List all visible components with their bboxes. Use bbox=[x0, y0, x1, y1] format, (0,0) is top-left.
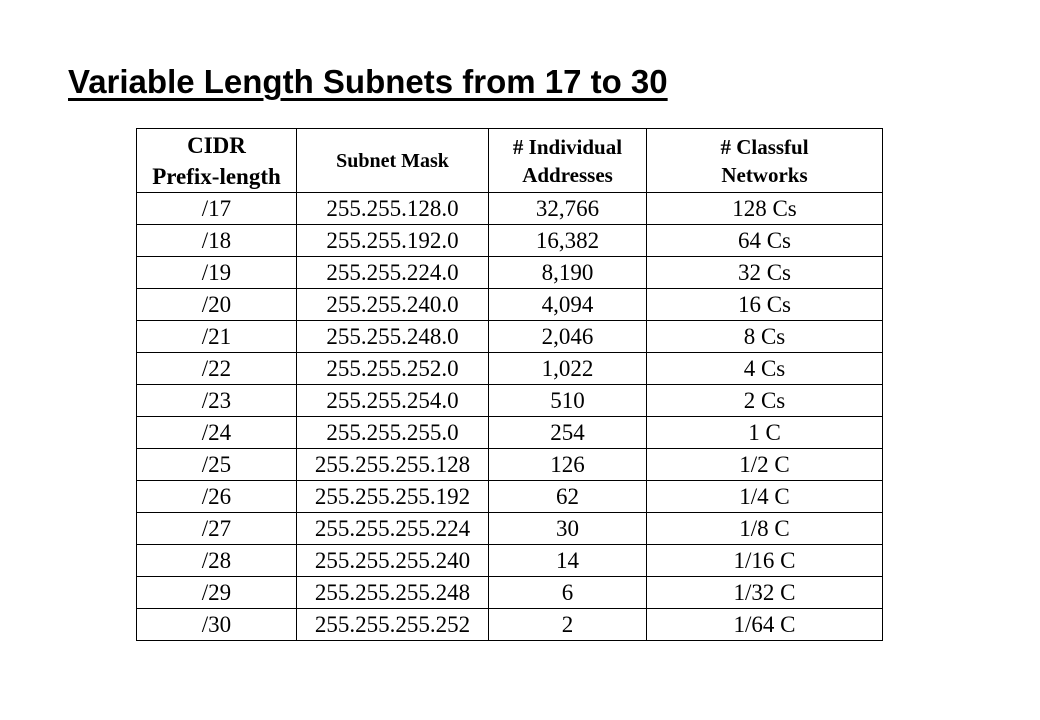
header-classful-networks bbox=[647, 129, 883, 193]
header-text-line: Addresses bbox=[522, 162, 613, 187]
individual-addresses-cell: 8,190 bbox=[489, 257, 647, 289]
individual-addresses-cell: 32,766 bbox=[489, 193, 647, 225]
table-row bbox=[137, 257, 883, 289]
individual-addresses-cell: 6 bbox=[489, 577, 647, 609]
header-text-line: Networks bbox=[721, 162, 808, 187]
classful-networks-cell: 1 C bbox=[647, 417, 883, 449]
individual-addresses-cell: 62 bbox=[489, 481, 647, 513]
cidr-prefix-cell: /25 bbox=[137, 449, 297, 481]
cidr-prefix-cell: /22 bbox=[137, 353, 297, 385]
subnet-mask-cell: 255.255.255.192 bbox=[297, 481, 489, 513]
subnet-mask-cell: 255.255.128.0 bbox=[297, 193, 489, 225]
table-row bbox=[137, 193, 883, 225]
cidr-prefix-cell: /18 bbox=[137, 225, 297, 257]
individual-addresses-cell: 510 bbox=[489, 385, 647, 417]
cidr-prefix-cell: /26 bbox=[137, 481, 297, 513]
table-row bbox=[137, 545, 883, 577]
classful-networks-cell: 4 Cs bbox=[647, 353, 883, 385]
classful-networks-cell: 1/2 C bbox=[647, 449, 883, 481]
individual-addresses-cell: 1,022 bbox=[489, 353, 647, 385]
header-text-line: CIDR bbox=[187, 132, 246, 158]
classful-networks-cell: 16 Cs bbox=[647, 289, 883, 321]
subnet-mask-cell: 255.255.255.240 bbox=[297, 545, 489, 577]
cidr-prefix-cell: /23 bbox=[137, 385, 297, 417]
table-row bbox=[137, 577, 883, 609]
individual-addresses-cell: 2 bbox=[489, 609, 647, 641]
cidr-prefix-cell: /29 bbox=[137, 577, 297, 609]
cidr-prefix-cell: /27 bbox=[137, 513, 297, 545]
individual-addresses-cell: 2,046 bbox=[489, 321, 647, 353]
table-body bbox=[137, 193, 883, 641]
cidr-prefix-cell: /19 bbox=[137, 257, 297, 289]
classful-networks-cell: 1/32 C bbox=[647, 577, 883, 609]
classful-networks-cell: 1/64 C bbox=[647, 609, 883, 641]
table-row bbox=[137, 289, 883, 321]
individual-addresses-cell: 14 bbox=[489, 545, 647, 577]
table-row bbox=[137, 417, 883, 449]
subnet-mask-cell: 255.255.240.0 bbox=[297, 289, 489, 321]
subnet-mask-cell: 255.255.248.0 bbox=[297, 321, 489, 353]
cidr-prefix-cell: /17 bbox=[137, 193, 297, 225]
classful-networks-cell: 1/8 C bbox=[647, 513, 883, 545]
subnet-mask-cell: 255.255.255.0 bbox=[297, 417, 489, 449]
cidr-prefix-cell: /28 bbox=[137, 545, 297, 577]
subnet-mask-cell: 255.255.192.0 bbox=[297, 225, 489, 257]
subnet-mask-cell: 255.255.254.0 bbox=[297, 385, 489, 417]
individual-addresses-cell: 254 bbox=[489, 417, 647, 449]
classful-networks-cell: 32 Cs bbox=[647, 257, 883, 289]
header-text-line: # Individual bbox=[512, 134, 623, 159]
classful-networks-cell: 1/16 C bbox=[647, 545, 883, 577]
subnet-mask-cell: 255.255.255.252 bbox=[297, 609, 489, 641]
table-row bbox=[137, 385, 883, 417]
individual-addresses-cell: 4,094 bbox=[489, 289, 647, 321]
subnet-table bbox=[136, 128, 883, 641]
table-row bbox=[137, 225, 883, 257]
table-row bbox=[137, 481, 883, 513]
subnet-mask-cell: 255.255.224.0 bbox=[297, 257, 489, 289]
individual-addresses-cell: 16,382 bbox=[489, 225, 647, 257]
cidr-prefix-cell: /20 bbox=[137, 289, 297, 321]
table-row bbox=[137, 321, 883, 353]
cidr-prefix-cell: /30 bbox=[137, 609, 297, 641]
classful-networks-cell: 1/4 C bbox=[647, 481, 883, 513]
header-text-line: Prefix-length bbox=[152, 163, 281, 189]
table-row bbox=[137, 513, 883, 545]
subnet-mask-cell: 255.255.255.224 bbox=[297, 513, 489, 545]
table-row bbox=[137, 353, 883, 385]
header-text-line: # Classful bbox=[720, 134, 809, 159]
header-cidr-prefix-length bbox=[137, 129, 297, 193]
table-row bbox=[137, 609, 883, 641]
header-subnet-mask bbox=[297, 129, 489, 193]
classful-networks-cell: 8 Cs bbox=[647, 321, 883, 353]
header-text-line: Subnet Mask bbox=[336, 149, 449, 172]
individual-addresses-cell: 30 bbox=[489, 513, 647, 545]
cidr-prefix-cell: /21 bbox=[137, 321, 297, 353]
classful-networks-cell: 64 Cs bbox=[647, 225, 883, 257]
classful-networks-cell: 2 Cs bbox=[647, 385, 883, 417]
subnet-mask-cell: 255.255.255.128 bbox=[297, 449, 489, 481]
table-header-row bbox=[137, 129, 883, 193]
classful-networks-cell: 128 Cs bbox=[647, 193, 883, 225]
table-row bbox=[137, 449, 883, 481]
subnet-mask-cell: 255.255.255.248 bbox=[297, 577, 489, 609]
subnet-mask-cell: 255.255.252.0 bbox=[297, 353, 489, 385]
header-individual-addresses bbox=[489, 129, 647, 193]
individual-addresses-cell: 126 bbox=[489, 449, 647, 481]
cidr-prefix-cell: /24 bbox=[137, 417, 297, 449]
page-title: Variable Length Subnets from 17 to 30 bbox=[68, 63, 668, 100]
